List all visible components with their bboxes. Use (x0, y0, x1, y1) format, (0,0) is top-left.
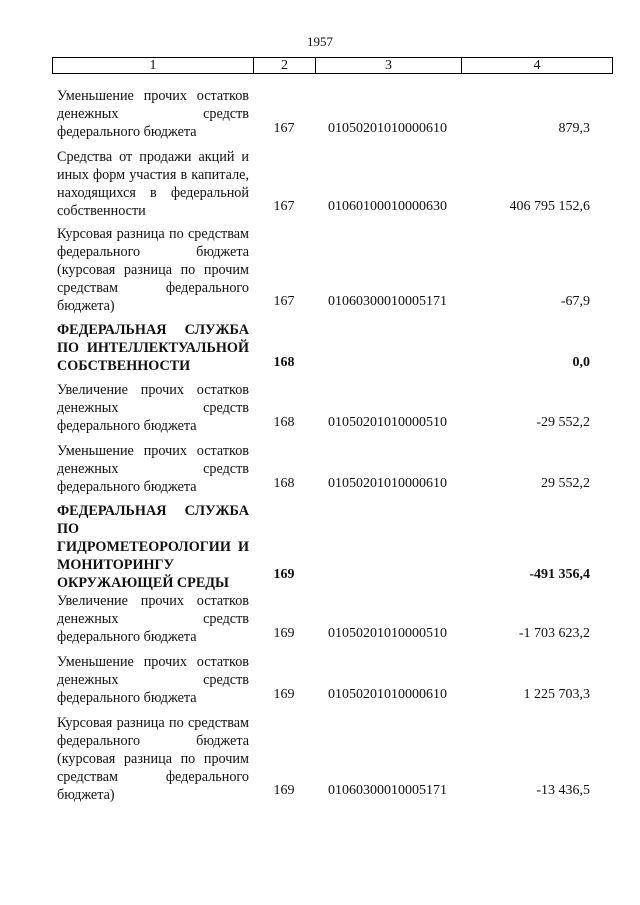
row-code: 169 (273, 783, 295, 798)
row-description: Средства от продажи акций и иных форм участия в капитале, находящихся в федеральной собственности (57, 149, 249, 219)
row-code: 169 (273, 567, 295, 582)
row-kbk: 01060300010005171 (328, 783, 447, 798)
section-heading: ФЕДЕРАЛЬНАЯ СЛУЖБА ПО ИНТЕЛЛЕКТУАЛЬНОЙ СОБСТВЕННОСТИ (57, 322, 249, 374)
column-header-1: 1 (53, 58, 254, 74)
column-header-3: 3 (316, 58, 462, 74)
row-kbk: 01050201010000610 (328, 476, 447, 491)
row-description: Увеличение прочих остатков денежных средств федерального бюджета (57, 382, 249, 434)
row-description: Курсовая разница по средствам федерального бюджета (курсовая разница по прочим средствам федерального бюджета) (57, 226, 249, 314)
row-amount: 406 795 152,6 (509, 199, 590, 214)
column-header-4: 4 (462, 58, 613, 74)
row-amount: -1 703 623,2 (518, 626, 590, 641)
row-kbk: 01050201010000510 (328, 415, 447, 430)
row-code: 167 (273, 294, 295, 309)
row-amount: 29 552,2 (541, 476, 590, 491)
row-amount: -491 356,4 (529, 567, 590, 582)
row-amount: -29 552,2 (536, 415, 590, 430)
row-description: Курсовая разница по средствам федерального бюджета (курсовая разница по прочим средствам федерального бюджета) (57, 715, 249, 803)
row-description: Уменьшение прочих остатков денежных средств федерального бюджета (57, 654, 249, 706)
row-code: 168 (273, 415, 295, 430)
page-number: 1957 (307, 34, 333, 49)
row-kbk: 01050201010000510 (328, 626, 447, 641)
row-amount: 879,3 (558, 121, 590, 136)
column-header-row (52, 57, 613, 74)
row-code: 168 (273, 476, 295, 491)
row-kbk: 01060100010000630 (328, 199, 447, 214)
row-kbk: 01060300010005171 (328, 294, 447, 309)
row-code: 167 (273, 199, 295, 214)
row-code: 168 (273, 355, 295, 370)
row-amount: 1 225 703,3 (523, 687, 590, 702)
row-amount: -67,9 (560, 294, 590, 309)
row-amount: -13 436,5 (536, 783, 590, 798)
column-header-2: 2 (254, 58, 316, 74)
row-code: 167 (273, 121, 295, 136)
section-heading: ФЕДЕРАЛЬНАЯ СЛУЖБА ПО ГИДРОМЕТЕОРОЛОГИИ И МОНИТОРИНГУ ОКРУЖАЮЩЕЙ СРЕДЫ (57, 503, 249, 591)
row-description: Уменьшение прочих остатков денежных средств федерального бюджета (57, 88, 249, 140)
row-code: 169 (273, 626, 295, 641)
row-code: 169 (273, 687, 295, 702)
row-kbk: 01050201010000610 (328, 687, 447, 702)
row-kbk: 01050201010000610 (328, 121, 447, 136)
row-description: Увеличение прочих остатков денежных средств федерального бюджета (57, 593, 249, 645)
row-description: Уменьшение прочих остатков денежных средств федерального бюджета (57, 443, 249, 495)
row-amount: 0,0 (572, 355, 590, 370)
